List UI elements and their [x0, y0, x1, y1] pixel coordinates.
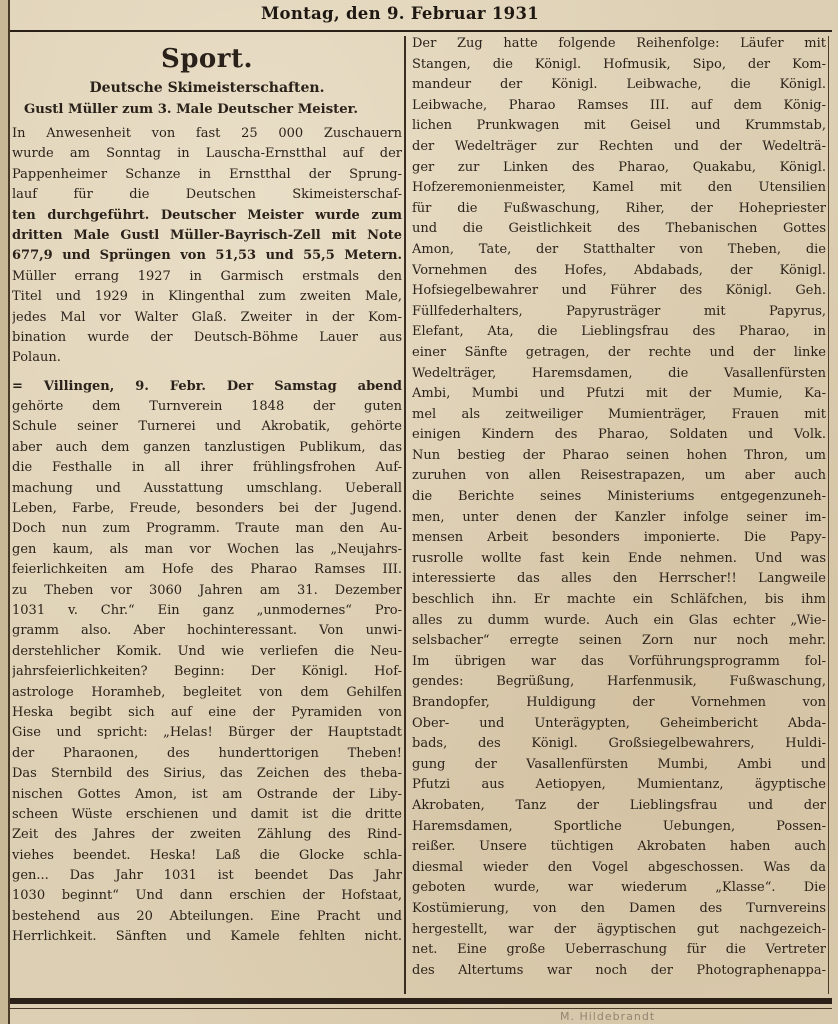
- text-line: mensen Arbeit besonders imponierte. Die Papy-: [412, 530, 826, 546]
- text-line: derstehlicher Komik. Und wie verliefen die Neu-: [12, 643, 402, 659]
- text-line: In Anwesenheit von fast 25 000 Zuschauern: [12, 126, 402, 141]
- watermark: M. Hildebrandt: [560, 1010, 656, 1023]
- article-villingen: [12, 377, 402, 948]
- text-line: Leben, Farbe, Freude, besonders bei der Jugend.: [12, 501, 402, 517]
- text-line: viehes beendet. Heska! Laß die Glocke schla-: [12, 847, 402, 863]
- text-line: rusrolle wollte fast kein Ende nehmen. Und was: [412, 550, 826, 566]
- right-column: [412, 34, 826, 996]
- text-line: 1031 v. Chr.“ Ein ganz „unmodernes“ Pro-: [12, 602, 402, 618]
- text-line: einigen Kindern des Pharao, Soldaten und Volk.: [412, 427, 826, 443]
- text-line: Brandopfer, Huldigung der Vornehmen von: [412, 695, 826, 710]
- text-line: bestehend aus 20 Abteilungen. Eine Pracht und: [12, 908, 402, 924]
- text-line: der Wedelträger zur Rechten und der Wedelträ-: [412, 138, 826, 154]
- text-line: Hofzeremonienmeister, Kamel mit den Utensilien: [412, 180, 826, 196]
- header-rule: [10, 30, 832, 32]
- article-gap: [12, 369, 402, 377]
- text-line: zuruhen von allen Reisestrapazen, um aber auch: [412, 468, 826, 484]
- text-line: jedes Mal vor Walter Glaß. Zweiter in der Kom-: [12, 309, 402, 325]
- text-line: selsbacher“ erregte seinen Zorn nur noch mehr.: [412, 633, 826, 649]
- text-line: lichen Prunkwagen mit Geisel und Krummstab,: [412, 118, 826, 134]
- text-line: reißer. Unsere tüchtigen Akrobaten haben auch: [412, 839, 826, 855]
- section-title: Sport.: [160, 44, 254, 74]
- text-line: Schule seiner Turnerei und Akrobatik, gehörte: [12, 419, 402, 435]
- text-line: Doch nun zum Programm. Traute man den Au-: [12, 521, 402, 537]
- dateline: Montag, den 9. Februar 1931: [260, 4, 540, 23]
- text-line: Herrlichkeit. Sänften und Kamele fehlten nicht.: [12, 929, 402, 945]
- text-line: Zeit des Jahres der zweiten Zählung des Rind-: [12, 827, 402, 843]
- text-line: Heska begibt sich auf eine der Pyramiden von: [12, 704, 402, 720]
- text-line: = Villingen, 9. Febr. Der Samstag abend: [12, 378, 402, 394]
- text-line: einer Sänfte getragen, der rechte und der linke: [412, 344, 826, 360]
- text-line: Elefant, Ata, die Lieblingsfrau des Pharao, in: [412, 324, 826, 340]
- text-line: Füllfederhalters, Papyrusträger mit Papyrus,: [412, 303, 826, 319]
- text-line: Kostümierung, von den Damen des Turnvereins: [412, 900, 826, 916]
- text-line: bination wurde der Deutsch-Böhme Lauer aus: [12, 329, 402, 345]
- text-line: Gise und spricht: „Helas! Bürger der Hauptstadt: [12, 725, 402, 741]
- text-line: ten durchgeführt. Deutscher Meister wurde zum: [12, 207, 402, 223]
- text-line: gendes: Begrüßung, Harfenmusik, Fußwaschung,: [412, 674, 826, 690]
- text-line: astrologe Horamheb, begleitet von dem Gehilfen: [12, 684, 402, 700]
- text-line: Akrobaten, Tanz der Lieblingsfrau und der: [412, 797, 826, 813]
- text-line: diesmal wieder den Vogel abgeschossen. Was da: [412, 859, 826, 875]
- text-line: nischen Gottes Amon, ist am Ostrande der Liby-: [12, 786, 402, 802]
- text-line: die Festhalle in all ihrer frühlingsfrohen Auf-: [12, 460, 402, 476]
- text-line: machung und Ausstattung umschlang. Ueberall: [12, 480, 402, 496]
- text-line: mel als zeitweiliger Mumienträger, Frauen mit: [412, 406, 826, 422]
- footer-rule-thin: [10, 1008, 832, 1009]
- text-line: zu Theben vor 3060 Jahren am 31. Dezember: [12, 582, 402, 598]
- text-line: scheen Wüste erschienen und damit ist die dritte: [12, 806, 402, 822]
- right-border: [828, 36, 829, 994]
- article-ski: [12, 124, 402, 369]
- text-line: mandeur der Königl. Leibwache, die Königl.: [412, 77, 826, 93]
- text-line: Der Zug hatte folgende Reihenfolge: Läufer mit: [412, 36, 826, 51]
- text-line: die Berichte seines Ministeriums entgegenzuneh-: [412, 489, 826, 505]
- text-line: dritten Male Gustl Müller-Bayrisch-Zell mit Note: [12, 227, 402, 243]
- text-line: Vornehmen des Hofes, Abdabads, der Königl.: [412, 262, 826, 278]
- text-line: beschlich ihn. Er machte ein Schläfchen, bis ihm: [412, 592, 826, 608]
- text-line: wurde am Sonntag in Lauscha-Ernstthal auf der: [12, 146, 402, 162]
- text-line: Hofsiegelbewahrer und Führer des Königl. Geh.: [412, 283, 826, 299]
- text-line: lauf für die Deutschen Skimeisterschaf-: [12, 187, 402, 203]
- text-line: Pfutzi aus Aetiopyen, Mumientanz, ägyptische: [412, 777, 826, 793]
- text-line: Nun bestieg der Pharao seinen hohen Thron, um: [412, 447, 826, 463]
- text-line: Müller errang 1927 in Garmisch erstmals den: [12, 268, 402, 284]
- text-line: aber auch dem ganzen tanzlustigen Publikum, das: [12, 439, 402, 455]
- text-line: feierlichkeiten am Hofe des Pharao Ramses III.: [12, 562, 402, 578]
- text-line: alles zu dumm wurde. Auch ein Glas echter „Wie-: [412, 612, 826, 628]
- text-line: Im übrigen war das Vorführungsprogramm fol-: [412, 653, 826, 669]
- text-line: Pappenheimer Schanze in Ernstthal der Sprung-: [12, 166, 402, 182]
- text-line: Leibwache, Pharao Ramses III. auf dem König-: [412, 97, 826, 113]
- text-line: gramm also. Aber hochinteressant. Von unwi-: [12, 623, 402, 639]
- text-line: interessierte das alles den Herrscher!! Langweile: [412, 571, 826, 587]
- text-line: Titel und 1929 in Klingenthal zum zweiten Male,: [12, 289, 402, 305]
- text-line: für die Fußwaschung, Riher, der Hohepriester: [412, 200, 826, 216]
- article-villingen-continued: [412, 34, 826, 981]
- footer-rule: [10, 998, 832, 1004]
- article-headline: Gustl Müller zum 3. Male Deutscher Meister.: [24, 102, 358, 117]
- text-line: 1030 beginnt“ Und dann erschien der Hofstaat,: [12, 888, 402, 904]
- text-line: Stangen, die Königl. Hofmusik, Sipo, der Kom-: [412, 56, 826, 72]
- text-line: gung der Vasallenfürsten Mumbi, Ambi und: [412, 756, 826, 772]
- text-line: Ambi, Mumbi und Pfutzi mit der Mumie, Ka-: [412, 386, 826, 402]
- text-line: Ober- und Unterägypten, Geheimbericht Abda-: [412, 715, 826, 731]
- text-line: Das Sternbild des Sirius, das Zeichen des theba-: [12, 766, 402, 782]
- text-line: der Pharaonen, des hunderttorigen Theben!: [12, 745, 402, 761]
- text-line: gen... Das Jahr 1031 ist beendet Das Jahr: [12, 868, 402, 884]
- text-line: Polaun.: [12, 350, 61, 366]
- text-line: 677,9 und Sprüngen von 51,53 und 55,5 Metern.: [12, 248, 402, 264]
- left-column: [12, 34, 402, 996]
- column-divider: [404, 36, 406, 994]
- text-line: hergestellt, war der ägyptischen gut nachgezeich-: [412, 921, 826, 937]
- text-line: Amon, Tate, der Statthalter von Theben, die: [412, 241, 826, 257]
- text-line: jahrsfeierlichkeiten? Beginn: Der Königl. Hof-: [12, 664, 402, 680]
- text-line: gehörte dem Turnverein 1848 der guten: [12, 399, 402, 415]
- article-subtitle: Deutsche Skimeisterschaften.: [89, 80, 325, 96]
- text-line: und die Geistlichkeit des Thebanischen Gottes: [412, 221, 826, 237]
- text-line: Haremsdamen, Sportliche Uebungen, Possen-: [412, 818, 826, 834]
- text-line: men, unter denen der Kanzler infolge seiner im-: [412, 509, 826, 525]
- text-line: Wedelträger, Haremsdamen, die Vasallenfürsten: [412, 365, 826, 381]
- text-line: bads, des Königl. Großsiegelbewahrers, Huldi-: [412, 736, 826, 752]
- text-line: ger zur Linken des Pharao, Quakabu, Königl.: [412, 159, 826, 175]
- text-line: des Altertums war noch der Photographenappa-: [412, 962, 826, 978]
- text-line: gen kaum, als man vor Wochen las „Neujahrs-: [12, 541, 402, 557]
- text-line: net. Eine große Ueberraschung für die Vertreter: [412, 942, 826, 958]
- page-edge: [0, 0, 10, 1024]
- text-line: geboten wurde, war wiederum „Klasse“. Die: [412, 880, 826, 896]
